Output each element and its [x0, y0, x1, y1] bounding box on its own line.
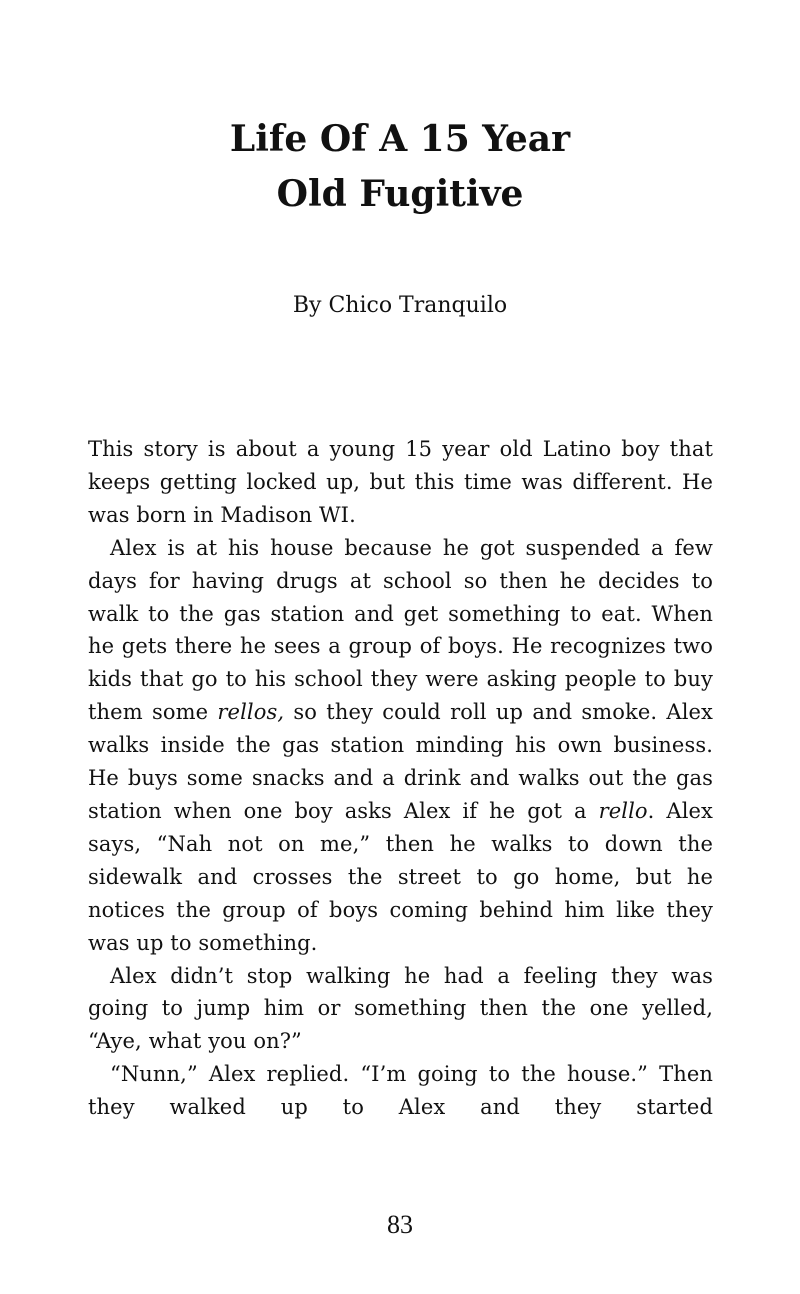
paragraph-2-text-a: Alex is at his house because he got suspended a few days for having drugs at school so then he decides to walk to the gas station and get something to eat. When he gets there he sees a group of boys. He recognizes two kids that go to his school they were asking people to buy them some — [88, 535, 713, 725]
author-byline: By Chico Tranquilo — [292, 293, 508, 318]
title-line-2: Old Fugitive — [276, 173, 524, 215]
page-number: 83 — [387, 1210, 413, 1239]
story-body — [88, 433, 713, 1124]
paragraph-1: This story is about a young 15 year old Latino boy that keeps getting locked up, but this time was different. He was born in Madison WI. — [88, 437, 713, 527]
title-line-1: Life Of A 15 Year — [229, 118, 571, 160]
paragraph-4: “Nunn,” Alex replied. “I’m going to the house.” Then they walked up to Alex and they started — [88, 1062, 713, 1120]
paragraph-3: Alex didn’t stop walking he had a feeling they was going to jump him or something then the one yelled, “Aye, what you on?” — [88, 963, 713, 1054]
paragraph-2-text-c: . Alex says, “Nah not on me,” then he walks to down the sidewalk and crosses the street to go home, but he notices the group of boys coming behind him like they was up to something. — [88, 798, 713, 955]
italic-word-rello: rello — [598, 798, 648, 823]
paragraph-2-text-b: so they could roll up and smoke. Alex walks inside the gas station minding his own business. He buys some snacks and a drink and walks out the gas station when one boy asks Alex if he got a — [88, 700, 713, 823]
story-title — [0, 112, 800, 222]
italic-word-rellos: rellos, — [217, 700, 285, 725]
paragraph-2 — [88, 532, 713, 960]
